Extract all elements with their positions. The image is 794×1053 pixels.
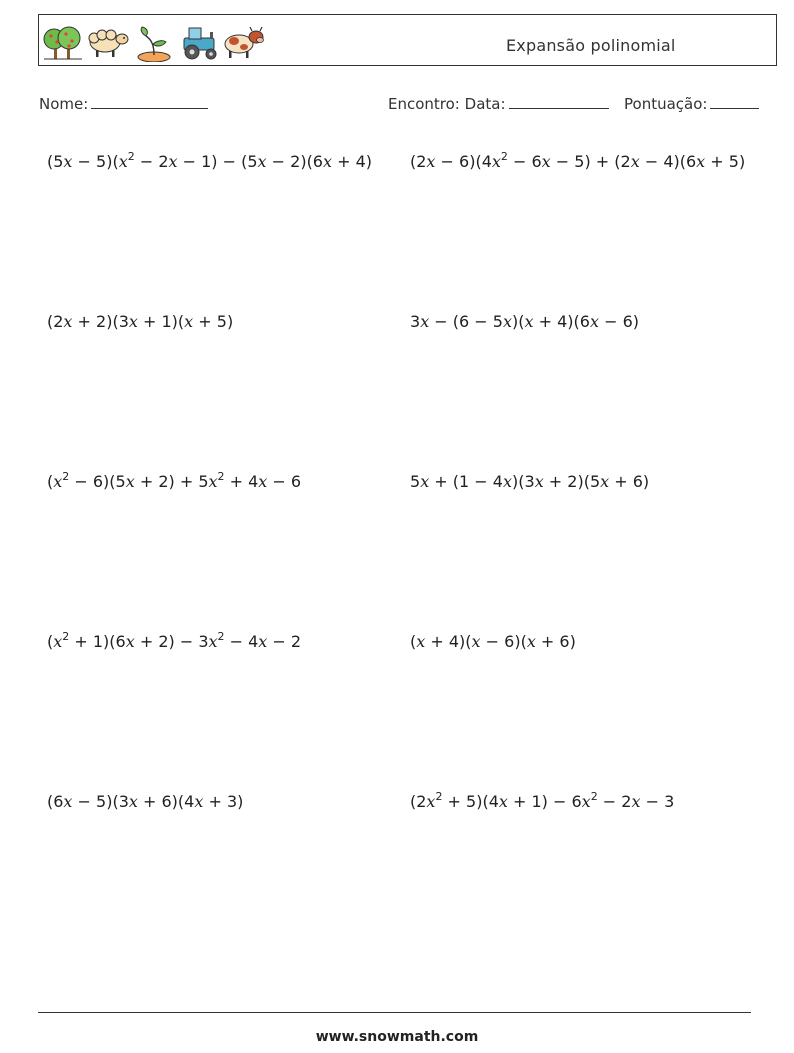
expression-text: − 4: [224, 632, 259, 651]
expression-text: (6: [47, 792, 64, 811]
expression-text: − 6)(4: [435, 152, 492, 171]
expression-text: (: [47, 472, 54, 491]
variable: x: [589, 312, 599, 331]
variable: x: [208, 472, 218, 491]
expression-text: − 6): [598, 312, 639, 331]
problem-9: [47, 792, 243, 811]
expression-text: − 6: [267, 472, 302, 491]
variable: x: [534, 472, 544, 491]
expression-text: + 2) − 3: [134, 632, 209, 651]
tree-icon: [44, 27, 82, 59]
expression-text: (5: [47, 152, 64, 171]
expression-text: )(3: [512, 472, 535, 491]
expression-text: (: [47, 632, 54, 651]
expression-text: − 3: [640, 792, 675, 811]
tractor-icon: [184, 28, 216, 59]
expression-text: + 1)(: [137, 312, 185, 331]
expression-text: + (1 − 4: [429, 472, 503, 491]
exponent: 2: [500, 150, 508, 163]
expression-text: + 1) − 6: [507, 792, 582, 811]
problem-7: [47, 632, 301, 651]
variable: x: [53, 632, 63, 651]
date-label: Data:: [464, 95, 506, 113]
expression-text: − 1) − (5: [177, 152, 258, 171]
score-blank[interactable]: [710, 94, 759, 109]
date-blank[interactable]: [509, 94, 609, 109]
exponent: 2: [590, 790, 598, 803]
variable: x: [471, 632, 481, 651]
variable: x: [491, 152, 501, 171]
header-illustrations: [42, 22, 267, 62]
expression-text: + 4): [332, 152, 373, 171]
expression-text: + 2)(5: [543, 472, 601, 491]
expression-text: 3: [410, 312, 421, 331]
variable: x: [426, 792, 436, 811]
variable: x: [420, 472, 430, 491]
footer-url: www.snowmath.com: [315, 1029, 479, 1045]
problem-5: [47, 472, 301, 491]
exponent: 2: [62, 630, 70, 643]
problem-3: [47, 312, 233, 331]
exponent: 2: [127, 150, 135, 163]
worksheet-header: [38, 14, 777, 66]
expression-text: + 6): [609, 472, 650, 491]
expression-text: − 5)(3: [72, 792, 129, 811]
variable: x: [53, 472, 63, 491]
variable: x: [426, 152, 436, 171]
problem-10: [410, 792, 674, 811]
expression-text: − 2)(6: [266, 152, 323, 171]
problem-4: [410, 312, 639, 331]
variable: x: [168, 152, 178, 171]
expression-text: + 2)(3: [72, 312, 129, 331]
expression-text: + 1)(6: [69, 632, 126, 651]
expression-text: 5: [410, 472, 421, 491]
expression-text: )(: [512, 312, 525, 331]
exponent: 2: [217, 470, 225, 483]
expression-text: − 5)(: [72, 152, 119, 171]
variable: x: [498, 792, 508, 811]
exponent: 2: [217, 630, 225, 643]
variable: x: [630, 152, 640, 171]
expression-text: − 2: [134, 152, 169, 171]
expression-text: (2: [47, 312, 64, 331]
problem-1: [47, 152, 372, 171]
variable: x: [63, 152, 73, 171]
worksheet-title: Expansão polinomial: [506, 36, 676, 55]
exponent: 2: [435, 790, 443, 803]
meeting-date-field: [388, 94, 609, 113]
exponent: 2: [62, 470, 70, 483]
variable: x: [257, 152, 267, 171]
footer-divider: [38, 1012, 751, 1013]
expression-text: − 6: [507, 152, 542, 171]
expression-text: − (6 − 5: [429, 312, 503, 331]
expression-text: + 6): [535, 632, 576, 651]
variable: x: [502, 472, 513, 491]
expression-text: (2: [410, 792, 427, 811]
name-blank[interactable]: [91, 94, 208, 109]
name-field: [39, 94, 208, 113]
expression-text: + 2) + 5: [134, 472, 209, 491]
variable: x: [258, 632, 268, 651]
problem-6: [410, 472, 649, 491]
expression-text: (: [410, 632, 417, 651]
problem-2: [410, 152, 745, 171]
variable: x: [184, 312, 194, 331]
meeting-label: Encontro:: [388, 95, 460, 113]
variable: x: [128, 312, 138, 331]
sheep-icon: [89, 30, 128, 57]
expression-text: − 2: [267, 632, 302, 651]
expression-text: + 5)(4: [442, 792, 499, 811]
variable: x: [194, 792, 204, 811]
expression-text: + 4)(6: [533, 312, 590, 331]
variable: x: [524, 312, 534, 331]
expression-text: (2: [410, 152, 427, 171]
expression-text: + 5): [193, 312, 234, 331]
expression-text: + 6)(4: [137, 792, 195, 811]
variable: x: [63, 792, 73, 811]
variable: x: [125, 632, 135, 651]
score-field: [624, 94, 759, 113]
variable: x: [502, 312, 513, 331]
expression-text: − 5) + (2: [550, 152, 631, 171]
variable: x: [420, 312, 430, 331]
variable: x: [118, 152, 128, 171]
variable: x: [581, 792, 591, 811]
variable: x: [128, 792, 138, 811]
variable: x: [208, 632, 218, 651]
expression-text: − 6)(: [480, 632, 527, 651]
variable: x: [125, 472, 135, 491]
variable: x: [600, 472, 610, 491]
expression-text: + 4: [224, 472, 259, 491]
variable: x: [631, 792, 641, 811]
variable: x: [258, 472, 268, 491]
problem-8: [410, 632, 576, 651]
name-label: Nome:: [39, 95, 89, 113]
variable: x: [416, 632, 426, 651]
expression-text: + 5): [705, 152, 746, 171]
expression-text: − 6)(5: [69, 472, 126, 491]
expression-text: + 3): [203, 792, 244, 811]
variable: x: [696, 152, 706, 171]
variable: x: [541, 152, 551, 171]
variable: x: [63, 312, 73, 331]
expression-text: − 4)(6: [639, 152, 697, 171]
score-label: Pontuação:: [624, 95, 708, 113]
variable: x: [322, 152, 333, 171]
variable: x: [526, 632, 536, 651]
sprout-icon: [138, 27, 170, 62]
cow-icon: [225, 27, 264, 58]
expression-text: − 2: [597, 792, 632, 811]
expression-text: + 4)(: [425, 632, 472, 651]
